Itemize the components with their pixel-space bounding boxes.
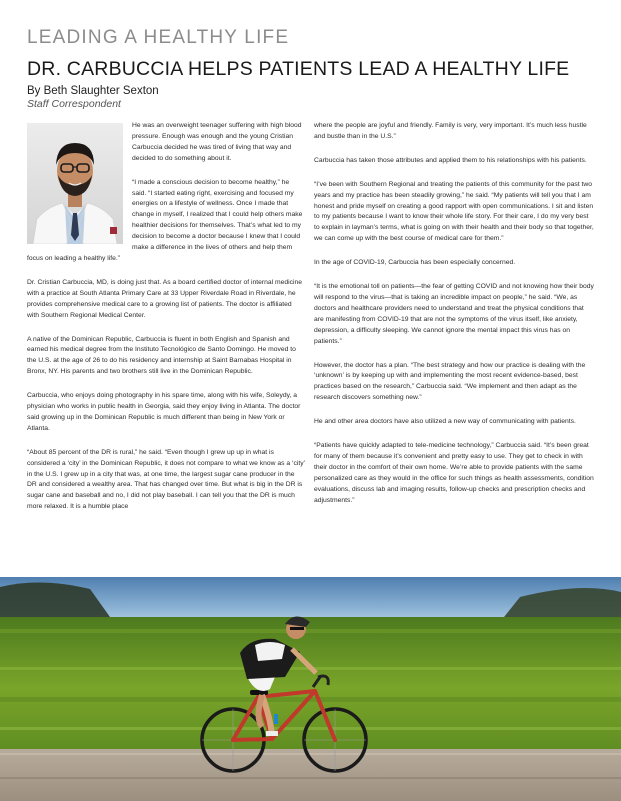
right-column [314, 121, 594, 519]
paragraph: A native of the Dominican Republic, Carbuccia is fluent in both English and Spanish and earned his medical degree from the Instituto Tecnológico de Santo Domingo. He moved to the U.S. at the age of 26 to do his residency and internship at Saint Barnabas Hospital in Bronx, NY. His parents and two brothers still live in the Dominican Republic. [27, 335, 296, 376]
author-role: Staff Correspondent [27, 98, 121, 110]
paragraph: where the people are joyful and friendly. Family is very, very important. It’s much less hustle and bustle than in the U.S.” [314, 122, 587, 140]
article-headline: DR. CARBUCCIA HELPS PATIENTS LEAD A HEALTHY LIFE [27, 58, 570, 80]
paragraph: “Patients have quickly adapted to tele-medicine technology,” Carbuccia said. “It’s been great for many of them because it’s convenient and pretty easy to use. They get to check in with their doctor in the comfort of their own home. We’re able to provide patients with the same personalized care as they would in the office for such things as health assessments, condition evaluations, discuss lab and imaging results, follow-up checks and prescription checks and adjustments.” [314, 442, 594, 504]
cyclist-photo [0, 577, 621, 801]
paragraph: “I’ve been with Southern Regional and treating the patients of this community for the past two years and my practice has been steadily growing,” he said. “My patients will tell you that I am honest and pride myself on creating a good rapport with open communications. I sit and listen to my patients because I want to know their whole life story. For their care, I do my very best to explain in layman’s terms, what is going on with their health and their body so that together, we can come up with the best course of medical care for them.” [314, 180, 594, 243]
paragraph: “I made a conscious decision to become healthy,” he said. “I started eating right, exercising and focused my energies on a lifestyle of wellness. Once I made that change in myself, I realized that I could help others make healthier decisions for themselves. That’s what led to my decision to become a doctor because I knew that I could make a difference in the lives of others and help them focus on leading a healthy life.” [27, 178, 303, 262]
paragraph: He was an overweight teenager suffering with high blood pressure. Enough was enough and the young Cristian Carbuccia decided he was tired of living that way and decided to do something about it. [132, 122, 302, 162]
paragraph: “About 85 percent of the DR is rural,” he said. “Even though I grew up up in what is considered a ‘city’ in the Dominican Republic, it does not compare to what we know as a ‘city’ in the U.S. I grew up in a city that was, at one time, the largest sugar cane producer in the DR and considered a wealthy area. That has changed over time. But what is big in the DR is sugar cane and baseball and no, I did not play baseball. I can tell you that the DR is much more relaxed. It is a humble place [27, 448, 305, 511]
paragraph: Dr. Cristian Carbuccia, MD, is doing just that. As a board certified doctor of internal medicine with a practice at South Atlanta Primary Care at 33 Upper Riverdale Road in Riverdale, he provides comprehensive medical care to a growing list of patients. The doctor is affiliated with Southern Regional Medical Center. [27, 278, 302, 319]
section-kicker: LEADING A HEALTHY LIFE [27, 27, 290, 48]
paragraph: He and other area doctors have also utilized a new way of communicating with patients. [314, 418, 576, 426]
paragraph: Carbuccia, who enjoys doing photography in his spare time, along with his wife, Soleydy, a physician who works in public health in Georgia, said they enjoy living in Atlanta. The doctor said growing up in the Dominican Republic is much different than being in New York or Atlanta. [27, 392, 301, 432]
portrait-photo [27, 123, 123, 244]
paragraph: “It is the emotional toll on patients—the fear of getting COVID and not knowing how their body will respond to the virus—that is taking an incredible impact on people,” he said. “We, as doctors and healthcare providers need to understand and treat the physical conditions that are manifesting from COVID-19 that are not the symptoms of the virus itself, like anxiety, depression, a difficulty sleeping. We cannot ignore the mental impact this virus has on patients.” [314, 283, 594, 345]
left-column [27, 121, 305, 526]
byline: By Beth Slaughter Sexton [27, 85, 159, 97]
paragraph: In the age of COVID-19, Carbuccia has been especially concerned. [314, 259, 516, 267]
paragraph: However, the doctor has a plan. “The best strategy and how our practice is dealing with the ‘unknown’ is by keeping up with and implementing the most recent evidence-based, best practices based on the research,” Carbuccia said. “We implement and then adapt as the research discovers something new.” [314, 361, 586, 402]
paragraph: Carbuccia has taken those attributes and applied them to his relationships with his patients. [314, 156, 587, 164]
